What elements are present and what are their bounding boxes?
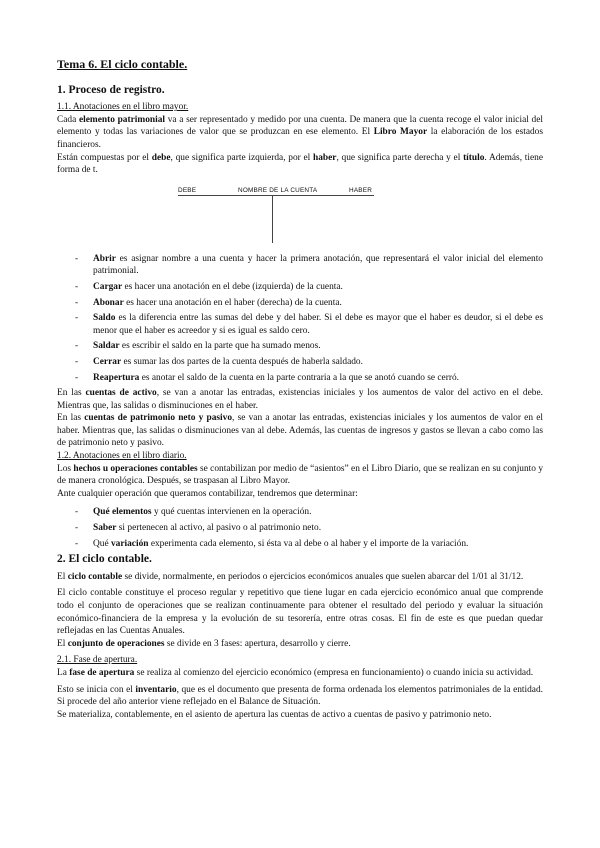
bold-term: cuentas de activo bbox=[85, 388, 157, 399]
paragraph: Cada elemento patrimonial va a ser representado y medido por una cuenta. De manera que la cuenta recoge el valor inicial del elemento y todas las variaciones de valor que se produzcan en ese elemento. El Libro Mayor la elaboración de los estados financieros. bbox=[57, 114, 544, 150]
section-heading-ciclo: 2. El ciclo contable. bbox=[57, 553, 152, 566]
list-item: - Reapertura es anotar el saldo de la cuenta en la parte contraria a la que se anotó cuando se cerró. bbox=[57, 372, 543, 385]
bold-term: Abonar bbox=[93, 297, 124, 308]
paragraph: El conjunto de operaciones se divide en 3 fases: apertura, desarrollo y cierre. bbox=[57, 638, 351, 649]
bold-term: cuentas de patrimonio neto y pasivo bbox=[84, 413, 233, 424]
paragraph: Los hechos u operaciones contables se contabilizan por medio de “asientos” en el Libro Diario, que se realizan en su conjunto y de manera cronológica. Después, se traspasan al Libro Mayor. bbox=[57, 463, 544, 487]
section-heading-registro: 1. Proceso de registro. bbox=[57, 83, 165, 96]
bold-term: Cerrar bbox=[93, 356, 122, 367]
bold-term: Saldar bbox=[93, 341, 120, 352]
bold-term: conjunto de operaciones bbox=[67, 638, 165, 649]
bold-term: Libro Mayor bbox=[373, 127, 428, 138]
subsection-heading-libro-diario: 1.2. Anotaciones en el libro diario. bbox=[57, 451, 187, 462]
t-account-horizontal-line bbox=[178, 195, 374, 196]
subsection-heading-apertura: 2.1. Fase de apertura. bbox=[57, 655, 138, 666]
bold-term: título bbox=[463, 152, 485, 163]
paragraph: Esto se inicia con el inventario, que es el documento que presenta de forma ordenada los elementos patrimoniales de la entidad. Si procede del año anterior viene reflejado en el Balance de Situación. bbox=[57, 684, 544, 708]
bold-term: Qué elementos bbox=[93, 507, 152, 518]
paragraph: El ciclo contable constituye el proceso regular y repetitivo que tiene lugar en cada ejercicio económico anual que comprende todo el conjunto de operaciones que se realizan continuamente para obtener el resultado del periodo y evaluar la situación económico-financiera de la empresa y la evolución de su tesorería, entre otras cosas. El fin de este es que puedan quedar reflejadas en las Cuentas Anuales. bbox=[57, 588, 543, 637]
list-item: - Saldar es escribir el saldo en la parte que ha sumado menos. bbox=[57, 340, 543, 353]
paragraph: En las cuentas de activo, se van a anotar las entradas, existencias iniciales y los aumentos de valor del activo en el debe. Mientras que, las salidas o disminuciones en el haber. bbox=[57, 388, 543, 411]
bold-term: haber bbox=[313, 152, 337, 163]
subsection-heading-libro-mayor: 1.1. Anotaciones en el libro mayor. bbox=[57, 102, 189, 113]
document-title: Tema 6. El ciclo contable. bbox=[57, 57, 188, 71]
list-item: - Cargar es hacer una anotación en el debe (izquierda) de la cuenta. bbox=[57, 281, 543, 294]
bold-term: variación bbox=[110, 538, 149, 549]
bold-term: Cargar bbox=[93, 281, 123, 292]
list-item: - Saldo es la diferencia entre las sumas del debe y del haber. Si el debe es mayor que el haber es deudor, si el debe es menor que el haber es acreedor y si es igual es saldo cero. bbox=[57, 312, 543, 337]
bold-term: Reapertura bbox=[93, 372, 140, 383]
list-item: - Qué variación experimenta cada elemento, si ésta va al debe o al haber y el importe de la variación. bbox=[57, 538, 543, 551]
bold-term: fase de apertura bbox=[69, 667, 135, 678]
list-item: - Abonar es hacer una anotación en el haber (derecha) de la cuenta. bbox=[57, 297, 543, 310]
paragraph: Están compuestas por el debe, que significa parte izquierda, por el haber, que significa parte derecha y el título. Además, tiene forma de t. bbox=[57, 152, 543, 176]
bold-term: ciclo contable bbox=[67, 571, 123, 582]
paragraph: La fase de apertura se realiza al comienzo del ejercicio económico (empresa en funcionamiento) o cuando inicia su actividad. bbox=[57, 667, 534, 678]
list-item: - Qué elementos y qué cuentas intervienen en la operación. bbox=[57, 506, 543, 519]
bold-term: hechos u operaciones contables bbox=[73, 463, 198, 474]
t-account-haber-label: HABER bbox=[349, 186, 373, 194]
bold-term: elemento patrimonial bbox=[78, 114, 165, 125]
t-account-vertical-line bbox=[272, 195, 273, 243]
list-item: - Abrir es asignar nombre a una cuenta y hacer la primera anotación, que representará el valor inicial del elemento patrimonial. bbox=[57, 253, 543, 278]
t-account-diagram bbox=[57, 185, 543, 247]
bold-term: debe bbox=[151, 152, 171, 163]
definitions-list bbox=[57, 253, 543, 384]
determination-list bbox=[57, 506, 543, 550]
list-item: - Saber si pertenecen al activo, al pasivo o al patrimonio neto. bbox=[57, 522, 543, 535]
bold-term: inventario bbox=[135, 684, 177, 695]
list-item: - Cerrar es sumar las dos partes de la cuenta después de haberla saldado. bbox=[57, 356, 543, 369]
paragraph: El ciclo contable se divide, normalmente, en periodos o ejercicios económicos anuales que suelen abarcar del 1/01 al 31/12. bbox=[57, 571, 524, 582]
bold-term: Saldo bbox=[93, 313, 116, 324]
t-account-debe-label: DEBE bbox=[178, 186, 197, 194]
paragraph: En las cuentas de patrimonio neto y pasivo, se van a anotar las entradas, existencias iniciales y los aumentos de valor en el haber. Mientras que, las salidas o disminuciones van al debe. Además, las cuentas de ingresos y gastos se llevan a cabo como las de patrimonio neto y pasivo. bbox=[57, 413, 543, 449]
paragraph: Se materializa, contablemente, en el asiento de apertura las cuentas de activo a cuentas de pasivo y patrimonio neto. bbox=[57, 709, 492, 720]
t-account-name-label: NOMBRE DE LA CUENTA bbox=[238, 186, 318, 194]
paragraph: Ante cualquier operación que queramos contabilizar, tendremos que determinar: bbox=[57, 488, 358, 499]
bold-term: Saber bbox=[93, 523, 117, 534]
bold-term: Abrir bbox=[93, 253, 116, 264]
document-page bbox=[57, 58, 543, 721]
